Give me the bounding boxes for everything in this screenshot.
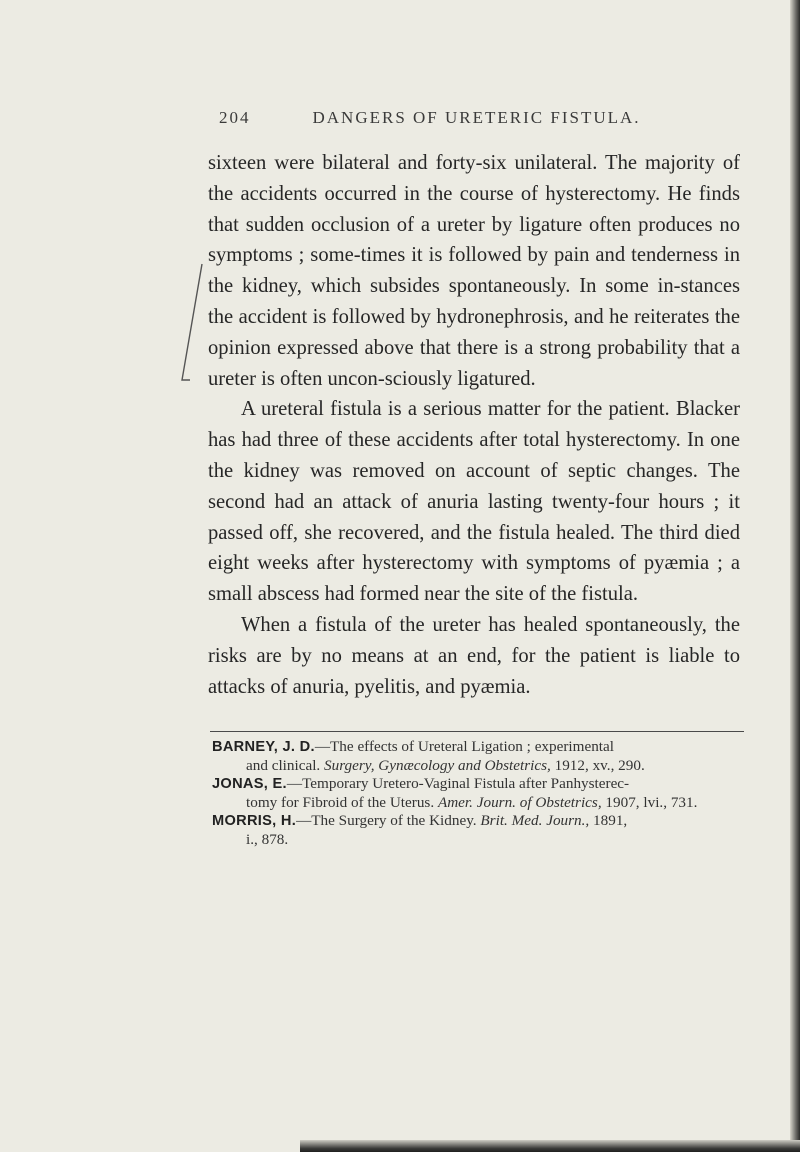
reference-journal: Brit. Med. Journ., [480, 812, 590, 830]
reference-title-cont: tomy for Fibroid of the Uterus. [246, 793, 438, 811]
reference-journal: Surgery, Gynæcology and Obstetrics, [324, 756, 551, 774]
running-head [219, 108, 699, 128]
reference-item [212, 775, 742, 812]
reference-author: BARNEY, J. D. [212, 739, 315, 755]
page-edge-shadow [790, 0, 800, 1152]
reference-item [212, 738, 742, 775]
footnote-rule [210, 731, 744, 732]
reference-author: MORRIS, H. [212, 813, 297, 830]
reference-author: JONAS, E. [212, 776, 287, 793]
reference-title: —The Surgery of the Kidney. [296, 812, 481, 830]
page-number: 204 [219, 108, 251, 127]
reference-title: —The effects of Ureteral Ligation ; experimental [314, 738, 614, 755]
reference-list [212, 738, 742, 850]
reference-title: —Temporary Uretero-Vaginal Fistula after Panhysterec- [286, 775, 630, 793]
reference-citation: 1891, [589, 812, 628, 830]
reference-citation: 1912, xv., 290. [550, 756, 645, 774]
page-bottom-shadow [300, 1140, 800, 1152]
reference-continuation [212, 757, 742, 776]
margin-bracket-mark [178, 262, 208, 382]
reference-citation: 1907, lvi., 731. [601, 793, 698, 811]
reference-continuation [212, 831, 742, 850]
reference-continuation [212, 794, 742, 813]
reference-journal: Amer. Journ. of Obstetrics, [437, 793, 602, 811]
running-title: DANGERS OF URETERIC FISTULA. [312, 108, 641, 127]
reference-citation-cont: i., 878. [246, 830, 289, 848]
paragraph-3: When a fistula of the ureter has healed spontaneously, the risks are by no means at an end, for the patient is liable to attacks of anuria, pyelitis, and pyæmia. [208, 613, 740, 698]
reference-item [212, 812, 742, 849]
paragraph-2: A ureteral fistula is a serious matter for the patient. Blacker has had three of these accidents after total hysterectomy. In one the kidney was removed on account of septic changes. The second had an attack of anuria lasting twenty-four hours ; it passed off, she recovered, and the fistula healed. The third died eight weeks after hysterectomy with symptoms of pyæmia ; a small abscess had formed near the site of the fistula. [208, 398, 740, 606]
paragraph-1: sixteen were bilateral and forty-six unilateral. The majority of the accidents occurred in the course of hysterectomy. He finds that sudden occlusion of a ureter by ligature often produces no symptoms ; some-times it is followed by pain and tenderness in the kidney, which subsides spontaneously. In some in-stances the accident is followed by hydronephrosis, and he reiterates the opinion expressed above that there is a strong probability that a ureter is often uncon-sciously ligatured. [208, 152, 740, 390]
reference-title-cont: and clinical. [246, 756, 325, 774]
body-text [208, 148, 740, 702]
